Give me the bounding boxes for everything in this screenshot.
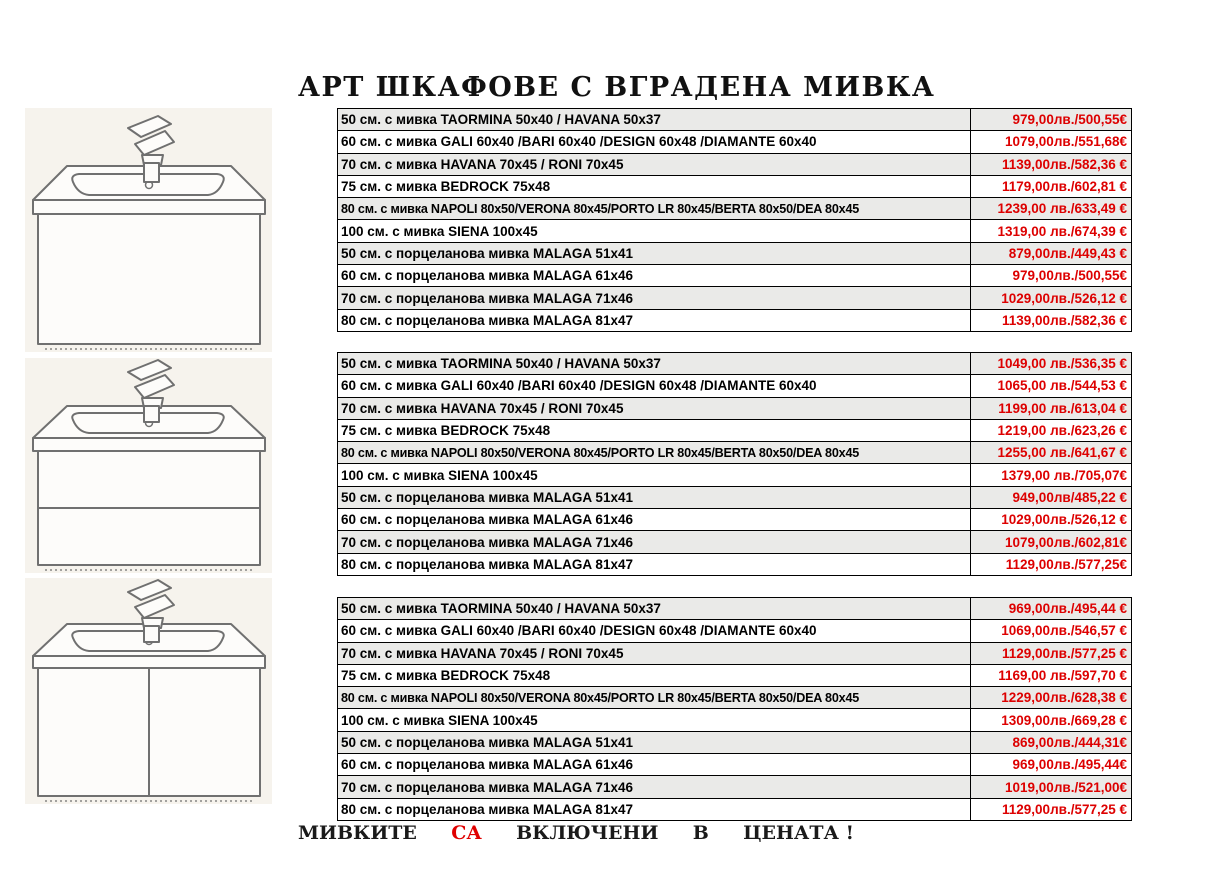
item-description: 80 см. с мивка NAPOLI 80x50/VERONA 80x45/PORTO LR 80x45/BERTA 80x50/DEA 80x45 xyxy=(338,198,971,220)
sinks-included-note xyxy=(298,822,854,844)
table-row xyxy=(338,397,1132,419)
item-price: 1219,00 лв./623,26 € xyxy=(971,419,1132,441)
item-price: 1065,00 лв./544,53 € xyxy=(971,375,1132,397)
vanity-image-2 xyxy=(25,358,272,573)
table-row xyxy=(338,598,1132,620)
item-price: 1019,00лв./521,00€ xyxy=(971,776,1132,798)
vanity-image-1 xyxy=(25,108,272,352)
item-price: 1139,00лв./582,36 € xyxy=(971,309,1132,331)
vanity-sink-two-doors-icon xyxy=(25,578,272,804)
item-price: 1029,00лв./526,12 € xyxy=(971,287,1132,309)
item-price: 1179,00лв./602,81 € xyxy=(971,175,1132,197)
item-description: 75 см. с мивка BEDROCK 75x48 xyxy=(338,664,971,686)
vanity-sink-two-drawers-icon xyxy=(25,358,272,573)
item-price: 1309,00лв./669,28 € xyxy=(971,709,1132,731)
item-description: 100 см. с мивка SIENA 100x45 xyxy=(338,709,971,731)
table-row xyxy=(338,687,1132,709)
item-price: 1129,00лв./577,25 € xyxy=(971,798,1132,820)
item-price: 949,00лв/485,22 € xyxy=(971,486,1132,508)
item-price: 1319,00 лв./674,39 € xyxy=(971,220,1132,242)
table-row xyxy=(338,486,1132,508)
price-table-two-drawers xyxy=(337,352,1132,576)
item-description: 70 см. с порцеланова мивка MALAGA 71x46 xyxy=(338,531,971,553)
item-description: 60 см. с мивка GALI 60x40 /BARI 60x40 /DESIGN 60x48 /DIAMANTE 60x40 xyxy=(338,131,971,153)
table-row xyxy=(338,798,1132,820)
table-row xyxy=(338,664,1132,686)
table-row xyxy=(338,531,1132,553)
item-price: 1229,00лв./628,38 € xyxy=(971,687,1132,709)
item-description: 50 см. с мивка TAORMINA 50x40 / HAVANA 50x37 xyxy=(338,109,971,131)
vanity-sink-plain-front-icon xyxy=(25,108,272,352)
footer-word: ЦЕНАТА ! xyxy=(743,822,854,844)
table-row xyxy=(338,265,1132,287)
table-row xyxy=(338,220,1132,242)
item-price: 869,00лв./444,31€ xyxy=(971,731,1132,753)
table-row xyxy=(338,198,1132,220)
item-description: 60 см. с мивка GALI 60x40 /BARI 60x40 /DESIGN 60x48 /DIAMANTE 60x40 xyxy=(338,375,971,397)
item-price: 1029,00лв./526,12 € xyxy=(971,509,1132,531)
table-row xyxy=(338,153,1132,175)
item-price: 969,00лв./495,44 € xyxy=(971,598,1132,620)
item-description: 80 см. с мивка NAPOLI 80x50/VERONA 80x45/PORTO LR 80x45/BERTA 80x50/DEA 80x45 xyxy=(338,442,971,464)
item-description: 75 см. с мивка BEDROCK 75x48 xyxy=(338,419,971,441)
item-description: 80 см. с мивка NAPOLI 80x50/VERONA 80x45/PORTO LR 80x45/BERTA 80x50/DEA 80x45 xyxy=(338,687,971,709)
price-table-two-doors xyxy=(337,597,1132,821)
table-row xyxy=(338,620,1132,642)
vanity-image-3 xyxy=(25,578,272,804)
item-description: 50 см. с мивка TAORMINA 50x40 / HAVANA 50x37 xyxy=(338,598,971,620)
table-row xyxy=(338,709,1132,731)
price-table-plain-front xyxy=(337,108,1132,332)
table-row xyxy=(338,509,1132,531)
item-price: 1079,00лв./602,81€ xyxy=(971,531,1132,553)
item-description: 70 см. с порцеланова мивка MALAGA 71x46 xyxy=(338,287,971,309)
item-price: 1079,00лв./551,68€ xyxy=(971,131,1132,153)
footer-word: СА xyxy=(451,822,482,844)
item-price: 979,00лв./500,55€ xyxy=(971,265,1132,287)
item-description: 50 см. с порцеланова мивка MALAGA 51x41 xyxy=(338,486,971,508)
item-price: 979,00лв./500,55€ xyxy=(971,109,1132,131)
item-description: 70 см. с мивка HAVANA 70x45 / RONI 70x45 xyxy=(338,397,971,419)
item-description: 60 см. с порцеланова мивка MALAGA 61x46 xyxy=(338,754,971,776)
item-description: 80 см. с порцеланова мивка MALAGA 81x47 xyxy=(338,798,971,820)
item-description: 100 см. с мивка SIENA 100x45 xyxy=(338,464,971,486)
item-description: 70 см. с порцеланова мивка MALAGA 71x46 xyxy=(338,776,971,798)
item-description: 60 см. с порцеланова мивка MALAGA 61x46 xyxy=(338,265,971,287)
item-price: 1129,00лв./577,25€ xyxy=(971,553,1132,575)
item-description: 60 см. с мивка GALI 60x40 /BARI 60x40 /DESIGN 60x48 /DIAMANTE 60x40 xyxy=(338,620,971,642)
table-row xyxy=(338,731,1132,753)
table-row xyxy=(338,131,1132,153)
table-row xyxy=(338,776,1132,798)
item-description: 70 см. с мивка HAVANA 70x45 / RONI 70x45 xyxy=(338,642,971,664)
item-price: 1199,00 лв./613,04 € xyxy=(971,397,1132,419)
item-price: 879,00лв./449,43 € xyxy=(971,242,1132,264)
table-row xyxy=(338,553,1132,575)
page-title: АРТ ШКАФОВЕ С ВГРАДЕНА МИВКА xyxy=(298,72,936,103)
item-description: 75 см. с мивка BEDROCK 75x48 xyxy=(338,175,971,197)
item-description: 50 см. с порцеланова мивка MALAGA 51x41 xyxy=(338,242,971,264)
item-description: 50 см. с порцеланова мивка MALAGA 51x41 xyxy=(338,731,971,753)
item-price: 1379,00 лв./705,07€ xyxy=(971,464,1132,486)
footer-word: ВКЛЮЧЕНИ xyxy=(516,822,659,844)
item-description: 60 см. с порцеланова мивка MALAGA 61x46 xyxy=(338,509,971,531)
table-row xyxy=(338,442,1132,464)
table-row xyxy=(338,109,1132,131)
item-description: 50 см. с мивка TAORMINA 50x40 / HAVANA 50x37 xyxy=(338,353,971,375)
table-row xyxy=(338,642,1132,664)
item-price: 1049,00 лв./536,35 € xyxy=(971,353,1132,375)
item-price: 1069,00лв./546,57 € xyxy=(971,620,1132,642)
item-description: 80 см. с порцеланова мивка MALAGA 81x47 xyxy=(338,309,971,331)
item-price: 1169,00 лв./597,70 € xyxy=(971,664,1132,686)
table-row xyxy=(338,754,1132,776)
table-row xyxy=(338,353,1132,375)
item-price: 1139,00лв./582,36 € xyxy=(971,153,1132,175)
item-price: 1239,00 лв./633,49 € xyxy=(971,198,1132,220)
item-description: 100 см. с мивка SIENA 100x45 xyxy=(338,220,971,242)
item-price: 969,00лв./495,44€ xyxy=(971,754,1132,776)
table-row xyxy=(338,175,1132,197)
item-price: 1255,00 лв./641,67 € xyxy=(971,442,1132,464)
table-row xyxy=(338,309,1132,331)
table-row xyxy=(338,419,1132,441)
table-row xyxy=(338,375,1132,397)
item-description: 80 см. с порцеланова мивка MALAGA 81x47 xyxy=(338,553,971,575)
footer-word: МИВКИТЕ xyxy=(298,822,417,844)
table-row xyxy=(338,242,1132,264)
table-row xyxy=(338,287,1132,309)
item-description: 70 см. с мивка HAVANA 70x45 / RONI 70x45 xyxy=(338,153,971,175)
table-row xyxy=(338,464,1132,486)
footer-word: В xyxy=(692,822,709,844)
item-price: 1129,00лв./577,25 € xyxy=(971,642,1132,664)
